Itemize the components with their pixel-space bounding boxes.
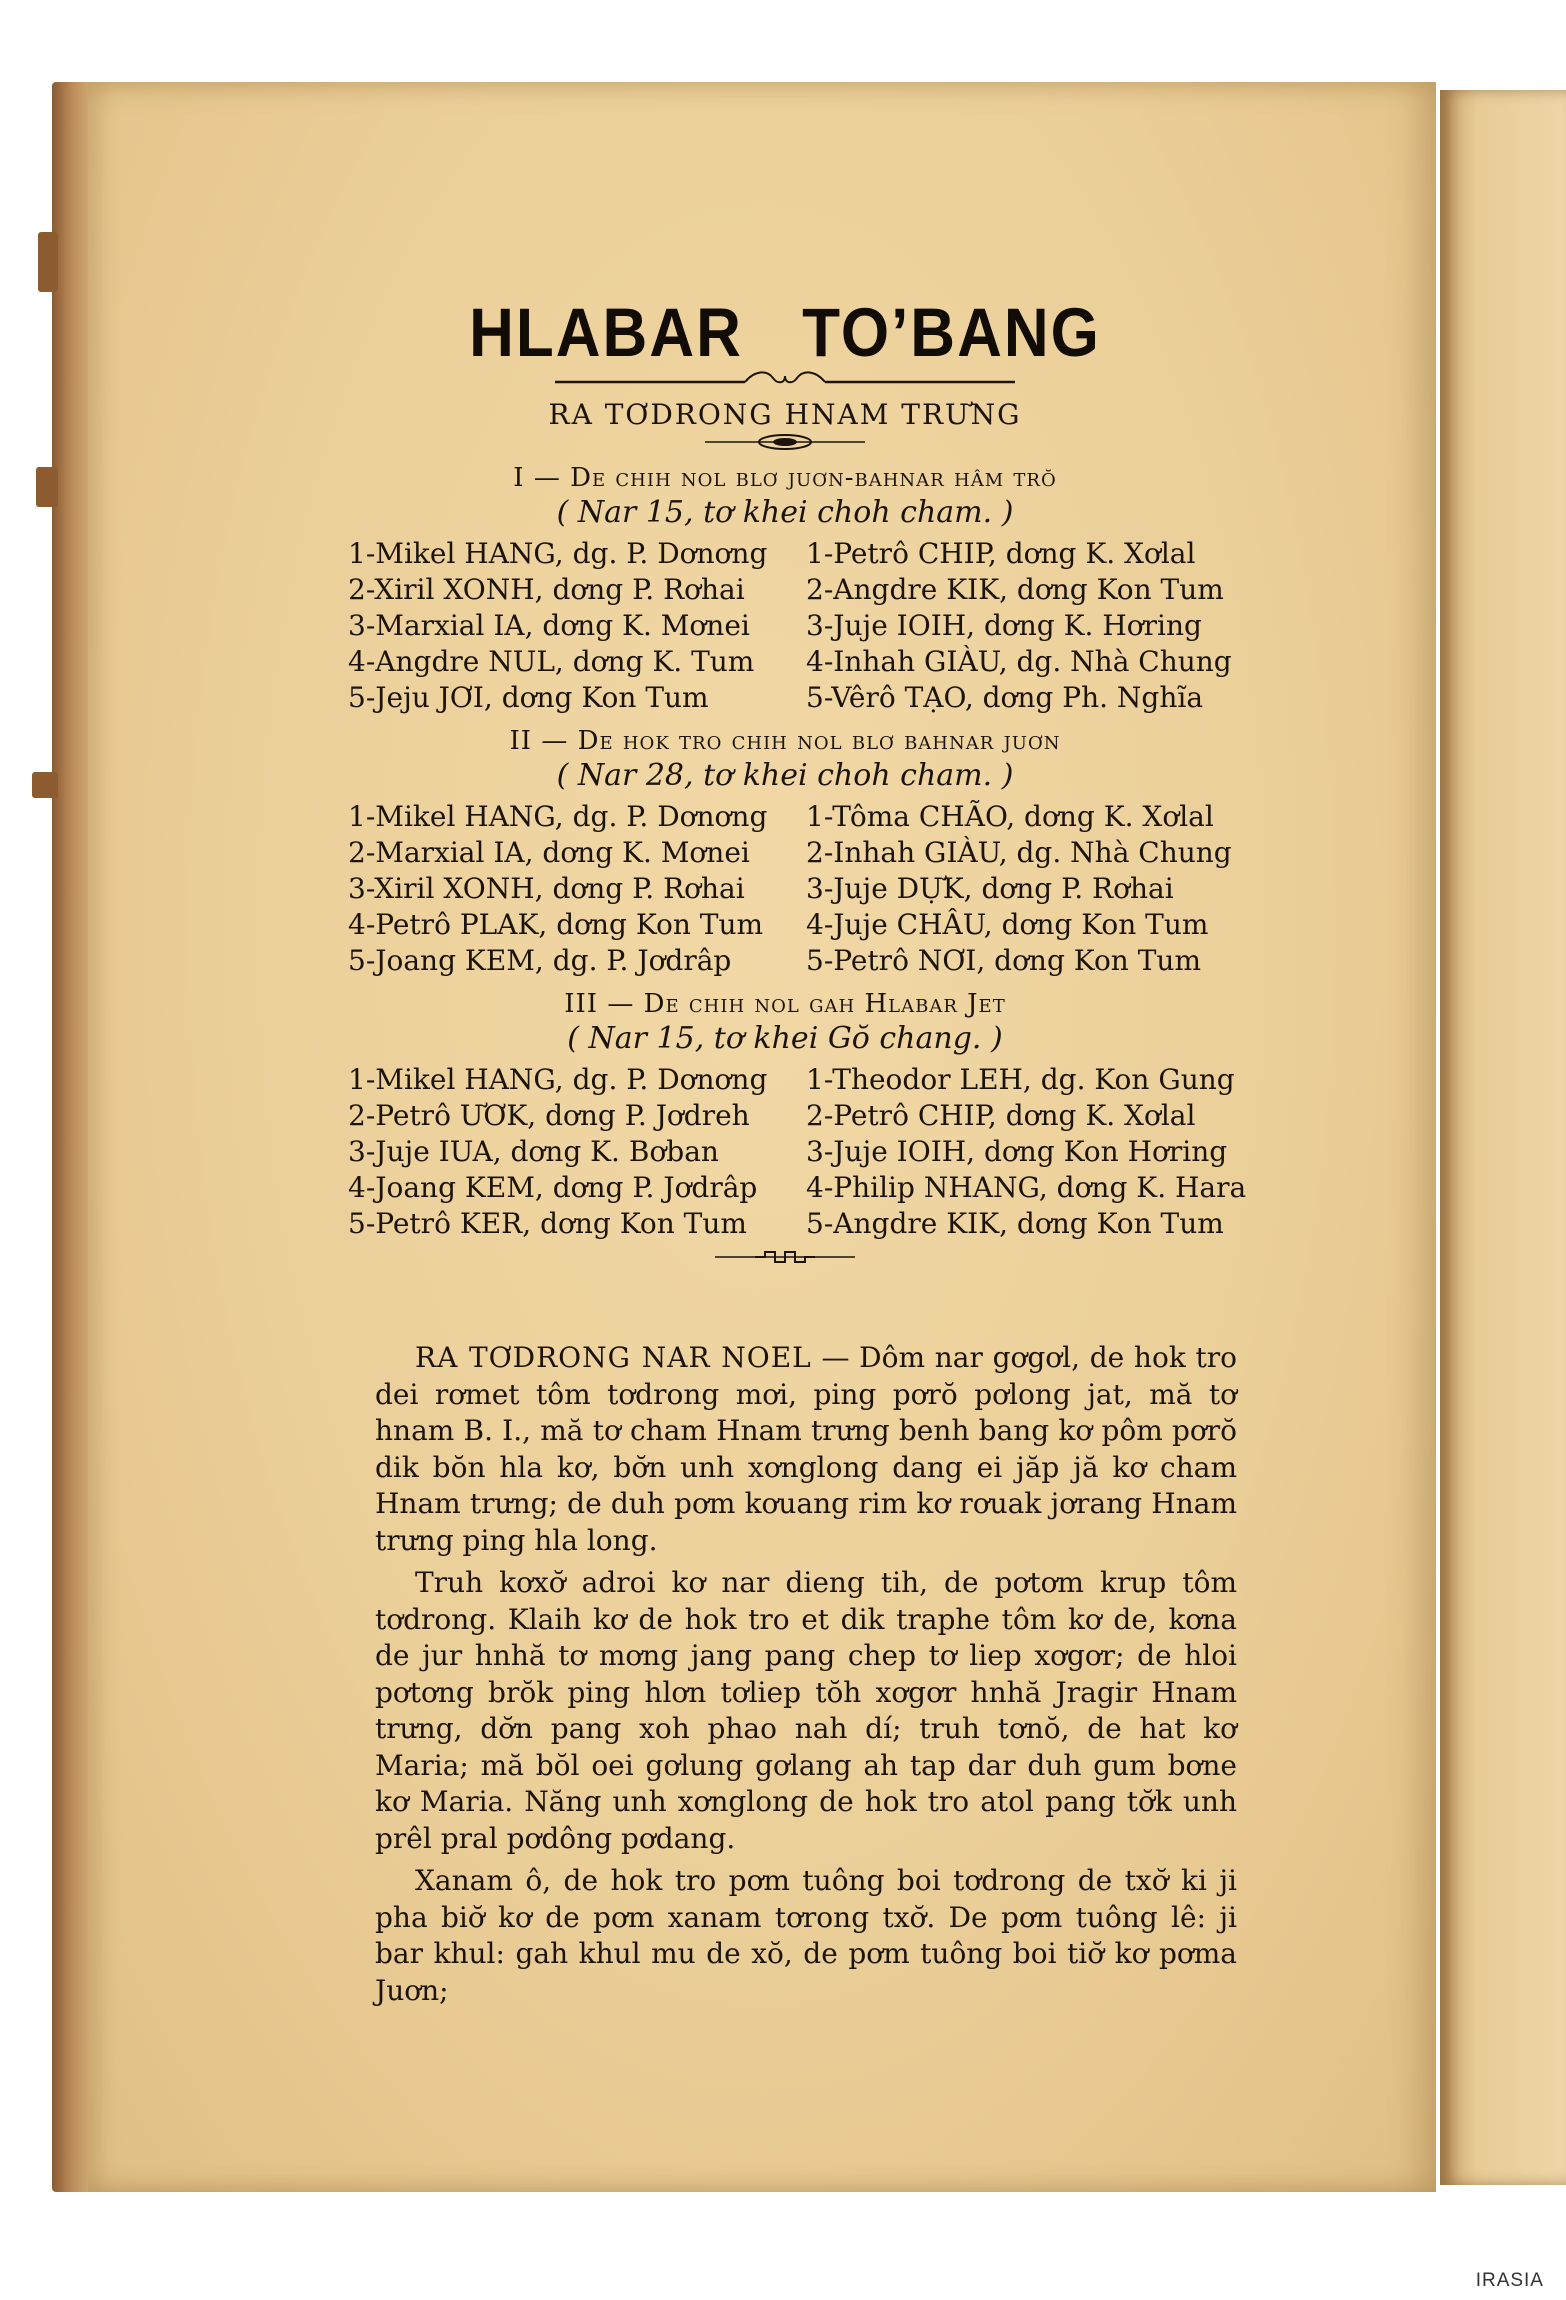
list-item: 5-Joang KEM, dg. P. Jơdrâp [348,944,732,978]
list-item: 2-Petrô CHIP, dơng K. Xơlal [806,1099,1196,1133]
winners-list [348,536,1240,716]
paragraph: Xanam ô, de hok tro pơm tuông boi tơdrong de txơ̆ ki ji pha biơ̆ kơ de pơm xanam tơrong txơ̆. De pơm tuông lê: ji bar khul: gah khul mu de xŏ, de pơm tuông boi tiơ̆ kơ pơma Juơn; [375,1864,1237,2007]
watermark: IRASIA [1475,2270,1544,2291]
torn-edge-fragment [38,232,58,292]
list-item: 4-Philip NHANG, dơng K. Hara [806,1171,1247,1205]
section-heading [330,463,1240,493]
list-item: 1-Theodor LEH, dg. Kon Gung [806,1063,1235,1097]
section-2 [330,726,1240,979]
section-1 [330,463,1240,716]
list-item: 3-Juje DỰK, dơng P. Rơhai [806,872,1174,906]
list-item: 1-Mikel HANG, dg. P. Dơnơng [348,537,768,571]
paragraph-text: — Dôm nar gơgơl, de hok tro dei rơmet tôm tơdrong mơi, ping pơrŏ pơlong jat, mă tơ hnam B. I., mă tơ cham Hnam trưng benh bang kơ pôm pơrŏ dik bŏn hla kơ, bơ̆n unh xơnglong dang ei jăp jă kơ cham Hnam trưng; de duh pơm kơuang rim kơ rơuak jơrang Hnam trưng ping hla long. [375,1341,1237,1557]
torn-edge-fragment [32,772,58,798]
list-item: 4-Juje CHÂU, dơng Kon Tum [806,908,1209,942]
list-item: 2-Marxial IA, dơng K. Mơnei [348,836,750,870]
article-body [375,1340,1237,2015]
paragraph [375,1340,1237,1559]
page-title: HLABAR TO’BANG [469,295,1101,372]
list-item: 2-Angdre KIK, dơng Kon Tum [806,573,1224,607]
page-subtitle: RA TƠDRONG HNAM TRƯNG [548,398,1022,432]
list-item: 4-Angdre NUL, dơng K. Tum [348,645,755,679]
section-number: I — [513,463,561,494]
section-number: II — [509,726,569,757]
list-item: 2-Inhah GIÀU, dg. Nhà Chung [806,836,1232,870]
list-item: 3-Juje IUA, dơng K. Bơban [348,1135,719,1169]
list-item: 5-Angdre KIK, dơng Kon Tum [806,1207,1224,1241]
section-3 [330,989,1247,1242]
list-item: 3-Marxial IA, dơng K. Mơnei [348,609,750,643]
section-number: III — [564,989,635,1020]
section-date-note: ( Nar 15, tơ khei Gŏ chang. ) [567,1021,1003,1057]
list-item: 5-Petrô KER, dơng Kon Tum [348,1207,747,1241]
list-item: 3-Xiril XONH, dơng P. Rơhai [348,872,745,906]
list-item: 1-Mikel HANG, dg. P. Dơnơng [348,1063,768,1097]
section-end-ornament-icon [715,1248,855,1266]
subtitle-ornament-icon [705,431,865,453]
section-date-note: ( Nar 15, tơ khei choh cham. ) [556,495,1014,531]
winners-list [348,1062,1247,1242]
list-item: 5-Jeju JƠI, dơng Kon Tum [348,681,709,715]
section-heading-text: De hok tro chih nol blơ bahnar juơn [577,726,1061,757]
list-item: 1-Petrô CHIP, dơng K. Xơlal [806,537,1196,571]
winners-list [348,799,1240,979]
list-item: 5-Vêrô TẠO, dơng Ph. Nghĩa [806,681,1204,715]
list-item: 5-Petrô NƠI, dơng Kon Tum [806,944,1201,978]
section-heading-text: De chih nol blơ juơn-bahnar hâm trŏ [570,463,1057,494]
article-lead: RA TƠDRONG NAR NOEL [415,1341,812,1374]
list-item: 2-Xiril XONH, dơng P. Rơhai [348,573,745,607]
page-content [330,295,1247,1266]
list-item: 4-Inhah GIÀU, dg. Nhà Chung [806,645,1232,679]
section-heading [330,726,1240,756]
list-item: 4-Petrô PLAK, dơng Kon Tum [348,908,764,942]
list-item: 1-Mikel HANG, dg. P. Dơnơng [348,800,768,834]
list-item: 3-Juje IOIH, dơng Kon Hơring [806,1135,1228,1169]
list-item: 4-Joang KEM, dơng P. Jơdrâp [348,1171,758,1205]
list-item: 1-Tôma CHÃO, dơng K. Xơlal [806,800,1214,834]
adjacent-page-edge [1440,90,1566,2185]
section-heading-text: De chih nol gah Hlabar Jet [643,989,1006,1020]
section-date-note: ( Nar 28, tơ khei choh cham. ) [556,758,1014,794]
list-item: 3-Juje IOIH, dơng K. Hơring [806,609,1202,643]
torn-edge-fragment [36,467,58,507]
list-item: 2-Petrô ƯƠK, dơng P. Jơdreh [348,1099,750,1133]
paragraph: Truh kơxơ̆ adroi kơ nar dieng tih, de pơtơm krup tôm tơdrong. Klaih kơ de hok tro et dik traphe tôm kơ de, kơna de jur hnhă tơ mơng jang pang chep tơ liep xơgơr; de hloi pơtơng brŏk ping hlơn tơliep tŏh xơgơr hnhă Jragir Hnam trưng, dơ̆n pang xoh phao nah dí; truh tơnŏ, de hat kơ Maria; mă bŏl oei gơlung gơlang ah tap dar duh gum bơne kơ Maria. Năng unh xơnglong de hok tro atol pang tơ̆k unh prêl pral pơdông pơdang. [375,1566,1237,1855]
section-heading [330,989,1240,1019]
